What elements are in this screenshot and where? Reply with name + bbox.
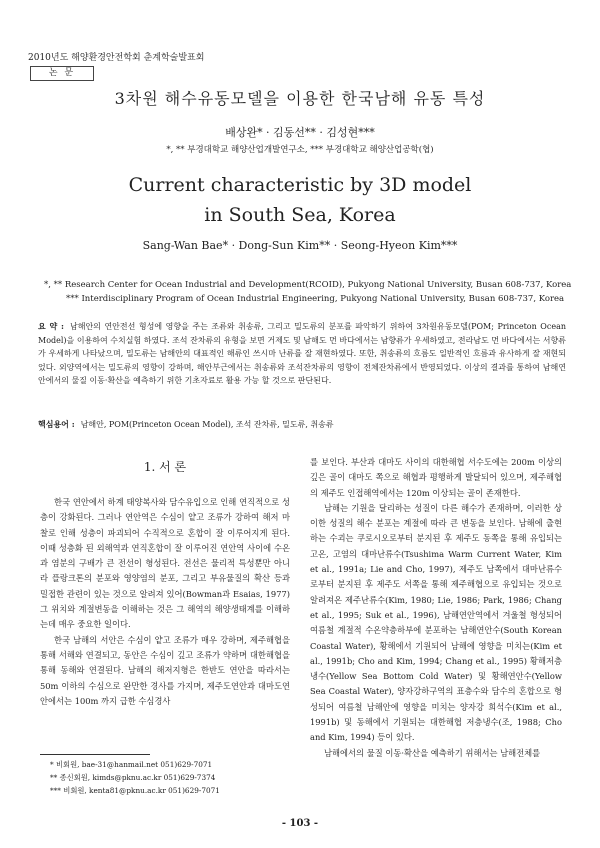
title-english-line2: in South Sea, Korea [204,204,396,226]
page-number: - 103 - [281,818,319,829]
footnote: *** 비회원, kenta81@pknu.ac.kr 051)629-7071 [50,786,220,795]
title-korean: 3차원 해수유동모델을 이용한 한국남해 유동 특성 [114,89,486,108]
body-column-left [40,495,290,709]
title-english [0,170,600,230]
abstract-label: 요 약 : [38,321,64,331]
body-paragraph: 한국 연안에서 하계 태양복사와 담수유입으로 인해 연직적으로 성층이 강화된다. 그러나 연안역은 수심이 얕고 조류가 강하여 해저 마찰로 인해 성층이 파괴되어 수직적으로 혼합이 잘 이루어지게 된다. 이때 성층화 된 외해역과 연직혼합이 잘 이루어진 연안역 사이에 수온과 염분의 구배가 큰 전선이 형성된다. 전선은 물리적 특성뿐만 아니라 플랑크톤의 분포와 영양염의 분포, 그리고 부유물질의 확산 등과 밀접한 관련이 있는 것으로 알려져 있어(Bowman과 Esaias, 1977) 그 위치와 계절변동을 이해하는 것은 그 해역의 해양생태계를 이해하는데 매우 중요한 일이다. [40,497,290,630]
conference-header: 2010년도 해양환경안전학회 춘계학술발표회 [28,53,205,63]
affiliation-english-line1: *, ** Research Center for Ocean Industrial and Development(RCOID), Pukyong National University, Busan 608-737, Korea [44,280,572,290]
body-paragraph: 를 보인다. 부산과 대마도 사이의 대한해협 서수도에는 200m 이상의 깊은 골이 대마도 쪽으로 해협과 평행하게 발달되어 있으며, 제주해협의 제주도 인접해역에서는 120m 이상되는 골이 존재한다. [310,457,562,498]
keywords-label: 핵심용어 : [38,419,75,429]
authors-english: Sang-Wan Bae* · Dong-Sun Kim** · Seong-Hyeon Kim*** [142,239,458,252]
footnote-divider [40,754,150,755]
footnote: ** 종신회원, kimds@pknu.ac.kr 051)629-7374 [50,773,216,782]
affiliation-english-line2: *** Interdisciplinary Program of Ocean Industrial Engineering, Pukyong National University, Busan 608-737, Korea [66,294,565,304]
title-english-line1: Current characteristic by 3D model [128,174,472,196]
body-column-right [310,455,562,761]
article-type-tag: 논 문 [30,66,94,81]
affiliation-english [44,278,574,306]
footnote: * 비회원, bae-31@hanmail.net 051)629-7071 [50,760,213,769]
abstract-text: 남해안의 연안전선 형성에 영향을 주는 조류와 취송류, 그리고 밀도류의 분포를 파악하기 위하여 3차원유동모델(POM; Princeton Ocean Model)을 이용하여 수치실험 하였다. 조석 잔차류의 유형을 보면 거제도 및 남해도 먼 바다에서는 남향류가 우세하였고, 전라남도 먼 바다에서는 서향류가 우세하게 나타났으며, 밀도류는 남해안의 대표적인 해류인 쓰시마 난류를 잘 재현하였다. 또한, 취송류의 흐름도 일반적인 흐름과 유사하게 잘 재현되었다. 외양역에서는 밀도류의 영향이 강하며, 해안부근에서는 취송류와 조석잔차류의 영향이 전체잔차류에서 반영되었다. 이상의 결과를 통하여 남해연안에서의 물질 이동·확산을 예측하기 위한 기초자료로 활용 가능 할 것으로 판단된다. [38,322,567,386]
footnotes [40,758,220,797]
body-paragraph: 남해는 기원을 달리하는 성질이 다른 해수가 존재하며, 이러한 상이한 성질의 해수 분포는 계절에 따라 큰 변동을 보인다. 남해에 출현하는 수괴는 쿠로시오로부터 분지된 후 제주도 동쪽을 통해 유입되는 고온, 고염의 대마난류수(Tsushima Warm Current Water, Kim et al., 1991a; Lie and Cho, 1997), 제주도 남쪽에서 대마난류수로부터 분지된 후 제주도 서쪽을 통해 제주해협으로 유입되는 것으로 알려져온 제주난류수(Kim, 1980; Lie, 1986; Park, 1986; Chang et al., 1995; Suk et al., 1996), 남해연안역에서 겨울철 형성되어 여름철 계절적 수온약층하부에 분포하는 남해연안수(South Korean Coastal Water), 황해에서 기원되어 남해에 영향을 미치는(Kim et al., 1991b; Cho and Kim, 1994; Chang et al., 1995) 황해저층냉수(Yellow Sea Bottom Cold Water) 및 황해연안수(Yellow Sea Coastal Water), 양자강하구역의 표층수와 담수의 혼합으로 형성되어 여름철 남해안에 영향을 미치는 양자강 희석수(Kim et al., 1991b) 및 동해에서 기원되는 대한해협 저층냉수(조, 1988; Cho and Kim, 1994) 등이 있다. [310,502,562,743]
body-paragraph: 남해에서의 물질 이동·확산을 예측하기 위해서는 남해전체를 [324,747,541,758]
section-title-introduction: 1. 서 론 [143,460,187,474]
affiliation-korean: *, ** 부경대학교 해양산업개발연구소, *** 부경대학교 해양산업공학(협) [166,145,434,155]
keywords [38,419,566,430]
keywords-text: 남해안, POM(Princeton Ocean Model), 조석 잔차류, 밀도류, 취송류 [80,420,334,429]
abstract [38,320,566,388]
authors-korean: 배상완* · 김동선** · 김성현*** [225,126,375,139]
body-paragraph: 한국 남해의 서안은 수심이 얕고 조류가 매우 강하며, 제주해협을 통해 서해와 연결되고, 동안은 수심이 깊고 조류가 약하며 대한해협을 통해 동해와 연결된다. 남해의 해저지형은 한반도 연안을 따라서는 50m 이하의 수심으로 완만한 경사를 가지며, 제주도연안과 대마도연안에서는 100m 까지 급한 수심경사 [40,634,290,706]
